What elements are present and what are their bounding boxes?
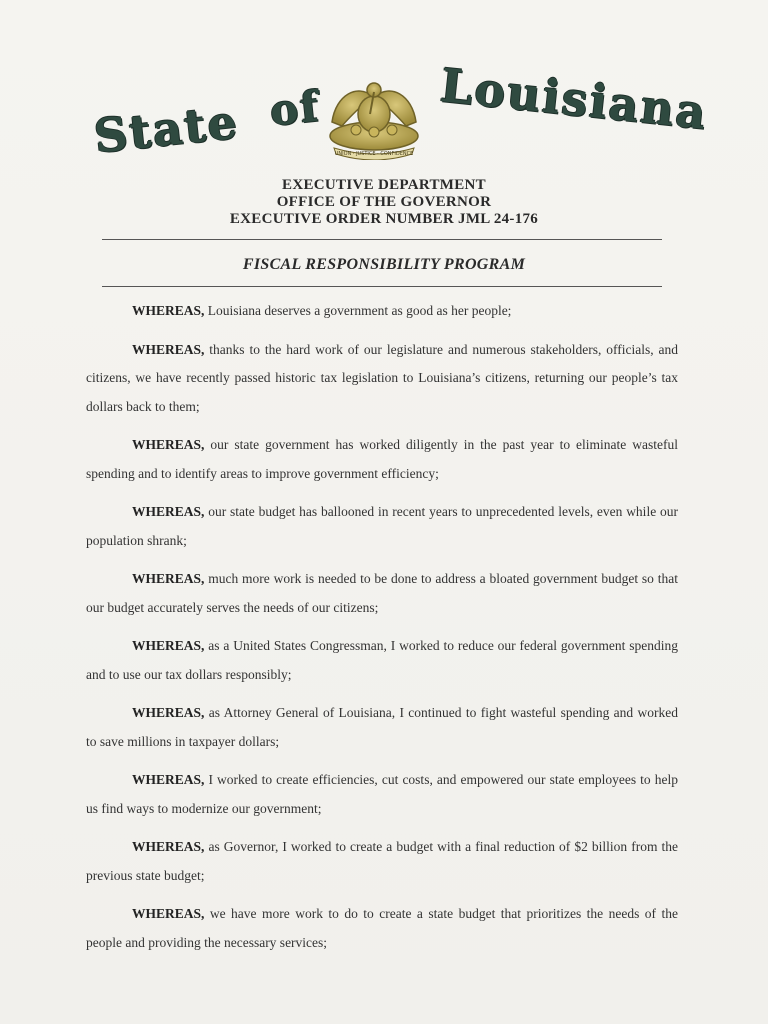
whereas-text: our state government has worked diligently in the past year to eliminate wasteful spending and to identify areas to improve government efficiency; (86, 437, 678, 481)
whereas-lead: WHEREAS, (132, 906, 205, 921)
whereas-paragraph (86, 498, 678, 555)
whereas-text: Louisiana deserves a government as good as her people; (204, 303, 512, 318)
banner-word-of: of (267, 81, 323, 136)
whereas-lead: WHEREAS, (132, 303, 205, 318)
whereas-paragraph (86, 766, 678, 823)
whereas-paragraph (86, 900, 678, 957)
whereas-paragraph (86, 565, 678, 622)
whereas-text: we have more work to do to create a state budget that prioritizes the needs of the people and providing the necessary services; (86, 906, 678, 950)
program-title: FISCAL RESPONSIBILITY PROGRAM (242, 256, 526, 273)
header-line-order-number: EXECUTIVE ORDER NUMBER JML 24-176 (229, 211, 539, 227)
whereas-lead: WHEREAS, (132, 437, 205, 452)
document-header (0, 177, 768, 228)
whereas-paragraph (86, 336, 678, 422)
whereas-text: much more work is needed to be done to address a bloated government budget so that our budget accurately serves the needs of our citizens; (86, 571, 678, 615)
whereas-paragraph (86, 297, 678, 326)
whereas-text: as a United States Congressman, I worked to reduce our federal government spending and to use our tax dollars responsibly; (86, 638, 678, 682)
whereas-text: our state budget has ballooned in recent years to unprecedented levels, even while our population shrank; (86, 504, 678, 548)
banner-word-louisiana: Louisiana (437, 58, 711, 140)
whereas-text: as Attorney General of Louisiana, I continued to fight wasteful spending and worked to save millions in taxpayer dollars; (86, 705, 678, 749)
divider-bottom (102, 286, 662, 287)
whereas-paragraph (86, 833, 678, 890)
whereas-text: I worked to create efficiencies, cut costs, and empowered our state employees to help us find ways to modernize our government; (86, 772, 678, 816)
header-line-department: EXECUTIVE DEPARTMENT (282, 177, 486, 193)
whereas-lead: WHEREAS, (132, 839, 205, 854)
whereas-paragraph (86, 699, 678, 756)
pelican-seal-icon (312, 74, 436, 160)
divider-top (102, 239, 662, 240)
whereas-text: thanks to the hard work of our legislature and numerous stakeholders, officials, and citizens, we have recently passed historic tax legislation to Louisiana’s citizens, returning our people’s tax dollars back to them; (86, 341, 678, 414)
whereas-lead: WHEREAS, (132, 638, 205, 653)
header-line-office: OFFICE OF THE GOVERNOR (276, 194, 492, 210)
whereas-lead: WHEREAS, (132, 341, 205, 357)
whereas-text: as Governor, I worked to create a budget with a final reduction of $2 billion from the previous state budget; (86, 839, 678, 883)
whereas-lead: WHEREAS, (132, 571, 205, 586)
whereas-paragraph (86, 632, 678, 689)
document-body (86, 297, 678, 967)
banner-word-state: State (91, 94, 242, 164)
whereas-lead: WHEREAS, (132, 504, 205, 519)
whereas-lead: WHEREAS, (132, 772, 205, 787)
whereas-lead: WHEREAS, (132, 705, 205, 720)
whereas-paragraph (86, 431, 678, 488)
seal-motto: UNION · JUSTICE · CONFIDENCE (334, 151, 414, 157)
